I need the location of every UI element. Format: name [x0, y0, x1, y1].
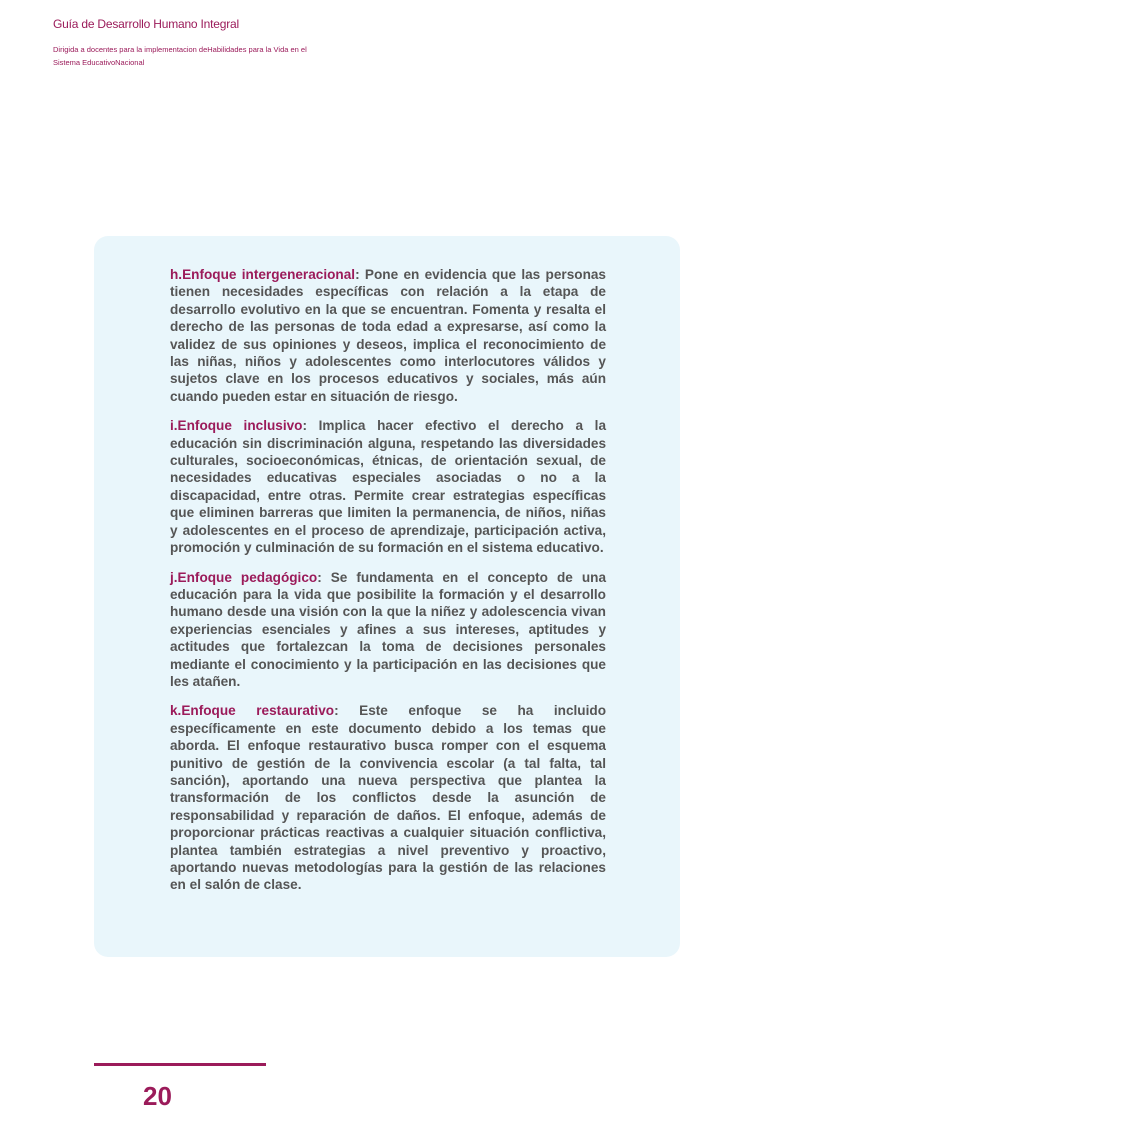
- term-enfoque-pedagogico: j.Enfoque pedagógico: [170, 569, 318, 585]
- paragraph-text: : Pone en evidencia que las personas tienen necesidades específicas con relación a la etapa de desarrollo evolutivo en la que se encuentran. Fomenta y resalta el derecho de las personas de toda edad a expresarse, así como la validez de sus opiniones y deseos, implica el reconocimiento de las niñas, niños y adolescentes como interlocutores válidos y sujetos clave en los procesos educativos y sociales, más aún cuando pueden estar en situación de riesgo.: [170, 267, 606, 404]
- paragraph-text: : Este enfoque se ha incluido específicamente en este documento debido a los temas que aborda. El enfoque restaurativo busca romper con el esquema punitivo de gestión de la convivencia escolar (a tal falta, tal sanción), aportando una nueva perspectiva que plantea la transformación de los conflictos desde la asunción de responsabilidad y reparación de daños. El enfoque, además de proporcionar prácticas reactivas a cualquier situación conflictiva, plantea también estrategias a nivel preventivo y proactivo, aportando nuevas metodologías para la gestión de las relaciones en el salón de clase.: [170, 703, 606, 893]
- page-number: 20: [143, 1081, 172, 1111]
- paragraph-enfoque-restaurativo: [170, 702, 606, 893]
- document-subtitle: Dirigida a docentes para la implementacion deHabilidades para la Vida en el Sistema EducativoNacional: [53, 45, 307, 67]
- footer-divider: [94, 1063, 266, 1066]
- paragraph-enfoque-inclusivo: [170, 417, 606, 556]
- term-enfoque-restaurativo: k.Enfoque restaurativo: [170, 703, 335, 719]
- document-title: Guía de Desarrollo Humano Integral: [53, 17, 239, 31]
- paragraph-text: : Implica hacer efectivo el derecho a la educación sin discriminación alguna, respetando las diversidades culturales, socioeconómicas, étnicas, de orientación sexual, de necesidades educativas especiales asociadas o no a la discapacidad, entre otras. Permite crear estrategias específicas que eliminen barreras que limiten la permanencia, de niños, niñas y adolescentes en el proceso de aprendizaje, participación activa, promoción y culminación de su formación en el sistema educativo.: [170, 418, 607, 556]
- content-body: [170, 266, 606, 906]
- paragraph-text: : Se fundamenta en el concepto de una educación para la vida que posibilite la formación y el desarrollo humano desde una visión con la que la niñez y adolescencia vivan experiencias esenciales y afines a sus intereses, aptitudes y actitudes que fortalezcan la toma de decisiones personales mediante el conocimiento y la participación en las decisiones que les atañen.: [170, 569, 607, 689]
- paragraph-enfoque-intergeneracional: [170, 266, 606, 405]
- term-enfoque-inclusivo: i.Enfoque inclusivo: [170, 418, 303, 434]
- term-enfoque-intergeneracional: h.Enfoque intergeneracional: [170, 267, 356, 282]
- paragraph-enfoque-pedagogico: [170, 569, 606, 691]
